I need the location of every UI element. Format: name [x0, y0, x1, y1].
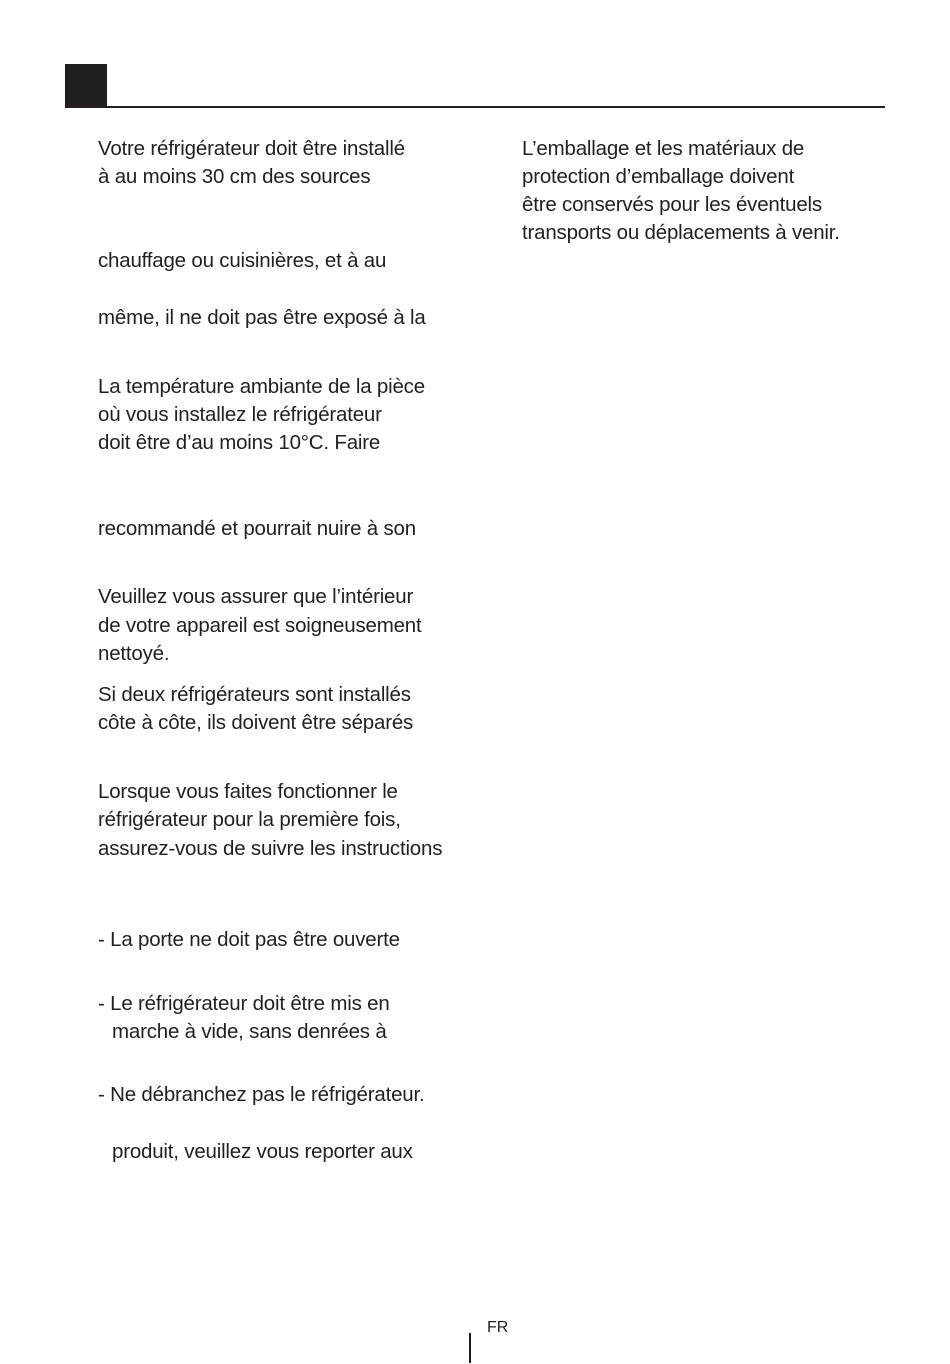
- left-text-line: recommandé et pourrait nuire à son: [98, 517, 416, 540]
- left-text-line: côte à côte, ils doivent être séparés: [98, 711, 414, 734]
- left-text-line: La température ambiante de la pièce: [98, 375, 425, 398]
- right-text-line: être conservés pour les éventuels: [522, 193, 822, 216]
- right-text-line: L’emballage et les matériaux de: [522, 137, 805, 160]
- left-text-line: à au moins 30 cm des sources: [98, 165, 371, 188]
- left-text-line: Votre réfrigérateur doit être installé: [98, 137, 405, 160]
- left-text-line: - Le réfrigérateur doit être mis en: [98, 992, 390, 1015]
- left-text-line: Veuillez vous assurer que l’intérieur: [98, 585, 414, 608]
- left-text-line: même, il ne doit pas être exposé à la: [98, 306, 426, 329]
- section-marker: [65, 64, 107, 107]
- left-text-line: - La porte ne doit pas être ouverte: [98, 928, 400, 951]
- left-text-line: chauffage ou cuisinières, et à au: [98, 249, 387, 272]
- left-text-line: Si deux réfrigérateurs sont installés: [98, 683, 411, 706]
- header-rule: [65, 106, 885, 108]
- left-text-line: produit, veuillez vous reporter aux: [112, 1140, 413, 1163]
- footer-divider: [469, 1333, 471, 1363]
- right-text-line: protection d’emballage doivent: [522, 165, 795, 188]
- left-text-line: nettoyé.: [98, 642, 170, 665]
- left-text-line: Lorsque vous faites fonctionner le: [98, 780, 398, 803]
- left-text-line: doit être d’au moins 10°C. Faire: [98, 431, 381, 454]
- left-text-line: réfrigérateur pour la première fois,: [98, 808, 401, 831]
- left-text-line: marche à vide, sans denrées à: [112, 1020, 387, 1043]
- left-text-line: - Ne débranchez pas le réfrigérateur.: [98, 1083, 425, 1106]
- left-text-line: où vous installez le réfrigérateur: [98, 403, 382, 426]
- left-text-line: assurez-vous de suivre les instructions: [98, 837, 443, 860]
- language-label: FR: [487, 1319, 509, 1336]
- right-text-line: transports ou déplacements à venir.: [522, 221, 840, 244]
- left-text-line: de votre appareil est soigneusement: [98, 614, 422, 637]
